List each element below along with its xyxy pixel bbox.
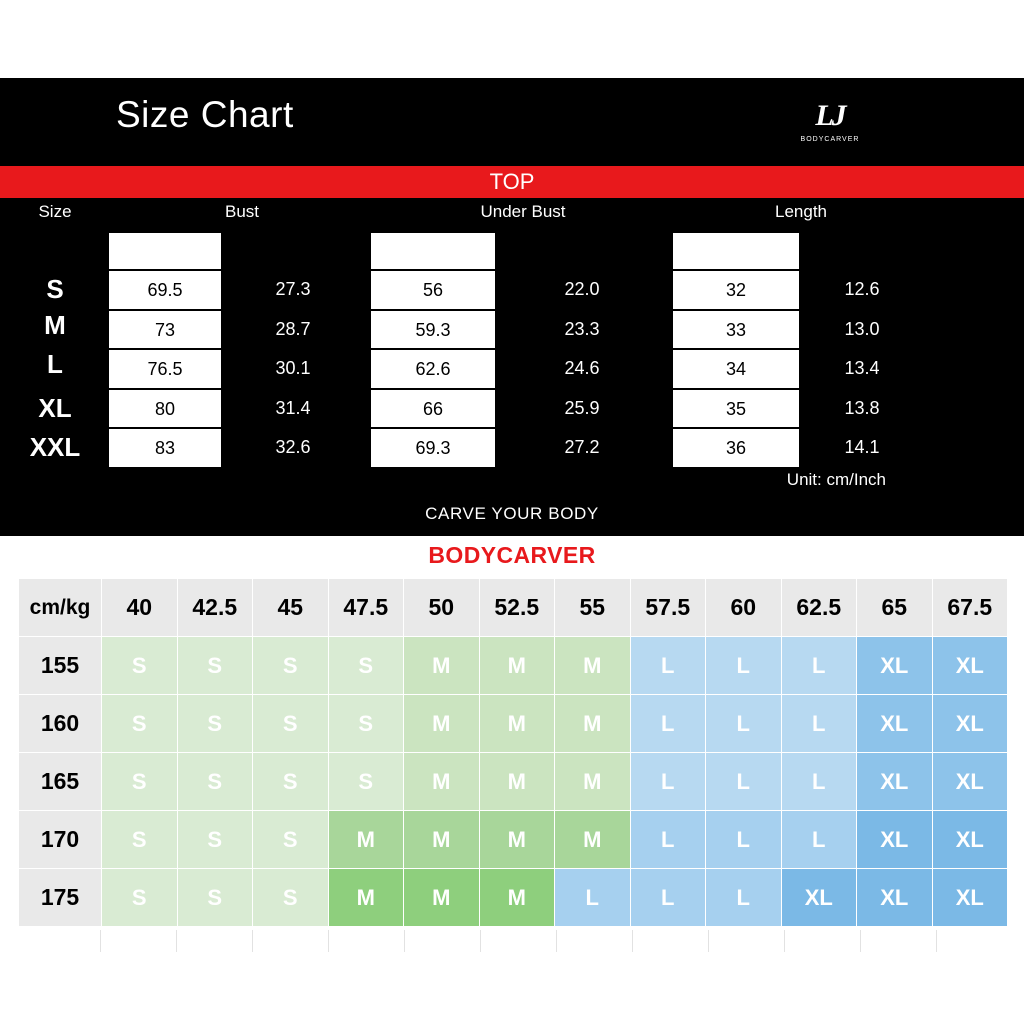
cell-length-cm: 36: [672, 428, 800, 468]
grid-weight-header: 47.5: [328, 579, 404, 637]
grid-cell: M: [404, 811, 480, 869]
cell-under-inch: 27.2: [564, 437, 600, 457]
grid-cell: M: [555, 695, 631, 753]
cell-under-inch: 22.0: [564, 279, 600, 299]
grid-height-label: 175: [19, 869, 102, 927]
measurements-table-header: [0, 202, 1024, 228]
grid-cell: L: [706, 869, 782, 927]
grid-cell: M: [479, 695, 555, 753]
grid-height-label: 155: [19, 637, 102, 695]
grid-cell: L: [630, 811, 706, 869]
cell-length-inch: 13.4: [844, 358, 880, 378]
grid-cell: XL: [932, 869, 1008, 927]
cell-length-inch: 13.8: [844, 397, 880, 418]
grid-cell: S: [328, 695, 404, 753]
cell-under-cm: 62.6: [370, 349, 496, 389]
brand-name: BODYCARVER: [428, 542, 596, 568]
column-header-bust: Bust: [224, 202, 260, 221]
cell-length-cm: 32: [672, 270, 800, 310]
grid-cell: M: [555, 811, 631, 869]
grid-cell: L: [706, 753, 782, 811]
measurements-table-body: [0, 232, 1024, 468]
top-measurements-panel: [0, 78, 1024, 536]
grid-cell: S: [102, 869, 178, 927]
tagline: CARVE YOUR BODY: [425, 504, 599, 523]
table-row: [19, 869, 1008, 927]
column-header-length: Length: [775, 202, 827, 221]
cell-bust-inch: 32.6: [275, 437, 311, 457]
cell-under-inch: 24.6: [564, 358, 600, 378]
cell-bust-cm: 73: [108, 310, 222, 350]
table-row: [19, 811, 1008, 869]
grid-cell: M: [555, 637, 631, 695]
blank-box-bust: [108, 232, 222, 270]
cell-bust-inch: 28.7: [275, 318, 311, 339]
grid-height-label: 160: [19, 695, 102, 753]
grid-cell: L: [555, 869, 631, 927]
grid-cell: L: [706, 695, 782, 753]
cell-bust-cm: 83: [108, 428, 222, 468]
table-row: [0, 270, 1024, 310]
section-header-top-label: TOP: [489, 169, 535, 194]
grid-cell: L: [630, 869, 706, 927]
grid-weight-header: 62.5: [781, 579, 857, 637]
cell-length-cm: 33: [672, 310, 800, 350]
cell-length-cm: 35: [672, 389, 800, 429]
grid-cell: M: [404, 637, 480, 695]
grid-cell: S: [102, 811, 178, 869]
logo-subtitle: BODYCARVER: [800, 136, 860, 143]
grid-weight-header: 52.5: [479, 579, 555, 637]
grid-cell: S: [102, 637, 178, 695]
grid-cell: XL: [781, 869, 857, 927]
grid-cell: M: [404, 695, 480, 753]
grid-cell: M: [555, 753, 631, 811]
brand-logo: [770, 100, 890, 143]
cell-length-cm: 34: [672, 349, 800, 389]
grid-cell: M: [479, 811, 555, 869]
page-title: Size Chart: [116, 94, 294, 135]
grid-cell: XL: [857, 753, 933, 811]
grid-cell: S: [177, 869, 253, 927]
grid-cell: L: [781, 695, 857, 753]
grid-cell: M: [479, 637, 555, 695]
cell-under-cm: 59.3: [370, 310, 496, 350]
grid-cell: M: [328, 869, 404, 927]
cell-under-cm: 69.3: [370, 428, 496, 468]
grid-cell: XL: [857, 811, 933, 869]
grid-cell: XL: [932, 811, 1008, 869]
grid-cell: M: [479, 869, 555, 927]
row-size-label: S: [46, 274, 64, 304]
grid-cell: S: [253, 753, 329, 811]
grid-cell: L: [706, 637, 782, 695]
grid-cell: L: [781, 753, 857, 811]
grid-weight-header: 67.5: [932, 579, 1008, 637]
grid-footer-gridlines: [18, 930, 1008, 952]
grid-cell: XL: [932, 637, 1008, 695]
table-row: [0, 310, 1024, 350]
table-row: [19, 753, 1008, 811]
grid-cell: S: [177, 695, 253, 753]
cell-length-inch: 12.6: [844, 279, 880, 299]
grid-corner-label: cm/kg: [19, 579, 102, 637]
grid-weight-header: 40: [102, 579, 178, 637]
cell-bust-inch: 27.3: [275, 279, 311, 299]
grid-cell: S: [253, 869, 329, 927]
grid-weight-header: 42.5: [177, 579, 253, 637]
grid-weight-header: 57.5: [630, 579, 706, 637]
section-header-top: [0, 166, 1024, 198]
grid-cell: S: [253, 695, 329, 753]
grid-cell: S: [177, 637, 253, 695]
table-row: [0, 389, 1024, 429]
grid-cell: XL: [857, 695, 933, 753]
grid-height-label: 165: [19, 753, 102, 811]
cell-under-inch: 23.3: [564, 318, 600, 339]
grid-cell: M: [479, 753, 555, 811]
table-row: [19, 695, 1008, 753]
grid-cell: XL: [857, 637, 933, 695]
cell-under-cm: 56: [370, 270, 496, 310]
row-size-label: XXL: [29, 432, 81, 462]
cell-bust-cm: 76.5: [108, 349, 222, 389]
grid-cell: M: [404, 869, 480, 927]
cell-bust-cm: 80: [108, 389, 222, 429]
cell-under-cm: 66: [370, 389, 496, 429]
row-size-label: XL: [38, 392, 72, 423]
row-size-label: L: [47, 349, 63, 379]
cell-length-inch: 14.1: [844, 437, 880, 457]
row-size-label: M: [44, 309, 66, 340]
measurements-table: [0, 202, 1024, 468]
grid-cell: L: [630, 753, 706, 811]
cell-bust-inch: 30.1: [275, 358, 311, 378]
grid-cell: S: [328, 753, 404, 811]
grid-cell: L: [781, 811, 857, 869]
grid-cell: S: [253, 637, 329, 695]
grid-height-label: 170: [19, 811, 102, 869]
grid-weight-header: 55: [555, 579, 631, 637]
table-row: [0, 349, 1024, 389]
grid-weight-header: 60: [706, 579, 782, 637]
size-recommendation-grid: [18, 578, 1008, 927]
table-row-blank: [0, 232, 1024, 270]
column-header-size: Size: [38, 202, 72, 221]
grid-weight-header: 45: [253, 579, 329, 637]
grid-cell: XL: [932, 753, 1008, 811]
grid-cell: L: [706, 811, 782, 869]
grid-weight-header: 50: [404, 579, 480, 637]
grid-cell: XL: [932, 695, 1008, 753]
grid-cell: S: [328, 637, 404, 695]
grid-cell: XL: [857, 869, 933, 927]
grid-cell: S: [253, 811, 329, 869]
grid-cell: M: [404, 753, 480, 811]
lj-monogram-logo: LJ: [815, 99, 845, 132]
cell-length-inch: 13.0: [844, 318, 880, 339]
grid-cell: L: [781, 637, 857, 695]
blank-box-under-bust: [370, 232, 496, 270]
grid-cell: M: [328, 811, 404, 869]
cell-bust-cm: 69.5: [108, 270, 222, 310]
grid-cell: L: [630, 637, 706, 695]
grid-cell: S: [177, 811, 253, 869]
cell-bust-inch: 31.4: [275, 397, 311, 418]
cell-under-inch: 25.9: [564, 397, 600, 418]
blank-box-length: [672, 232, 800, 270]
table-row: [19, 637, 1008, 695]
grid-cell: S: [177, 753, 253, 811]
column-header-under-bust: Under Bust: [480, 202, 566, 221]
grid-cell: S: [102, 753, 178, 811]
grid-weight-header: 65: [857, 579, 933, 637]
grid-header-row: [19, 579, 1008, 637]
grid-cell: S: [102, 695, 178, 753]
unit-note: Unit: cm/Inch: [786, 470, 886, 489]
table-row: [0, 428, 1024, 468]
grid-cell: L: [630, 695, 706, 753]
